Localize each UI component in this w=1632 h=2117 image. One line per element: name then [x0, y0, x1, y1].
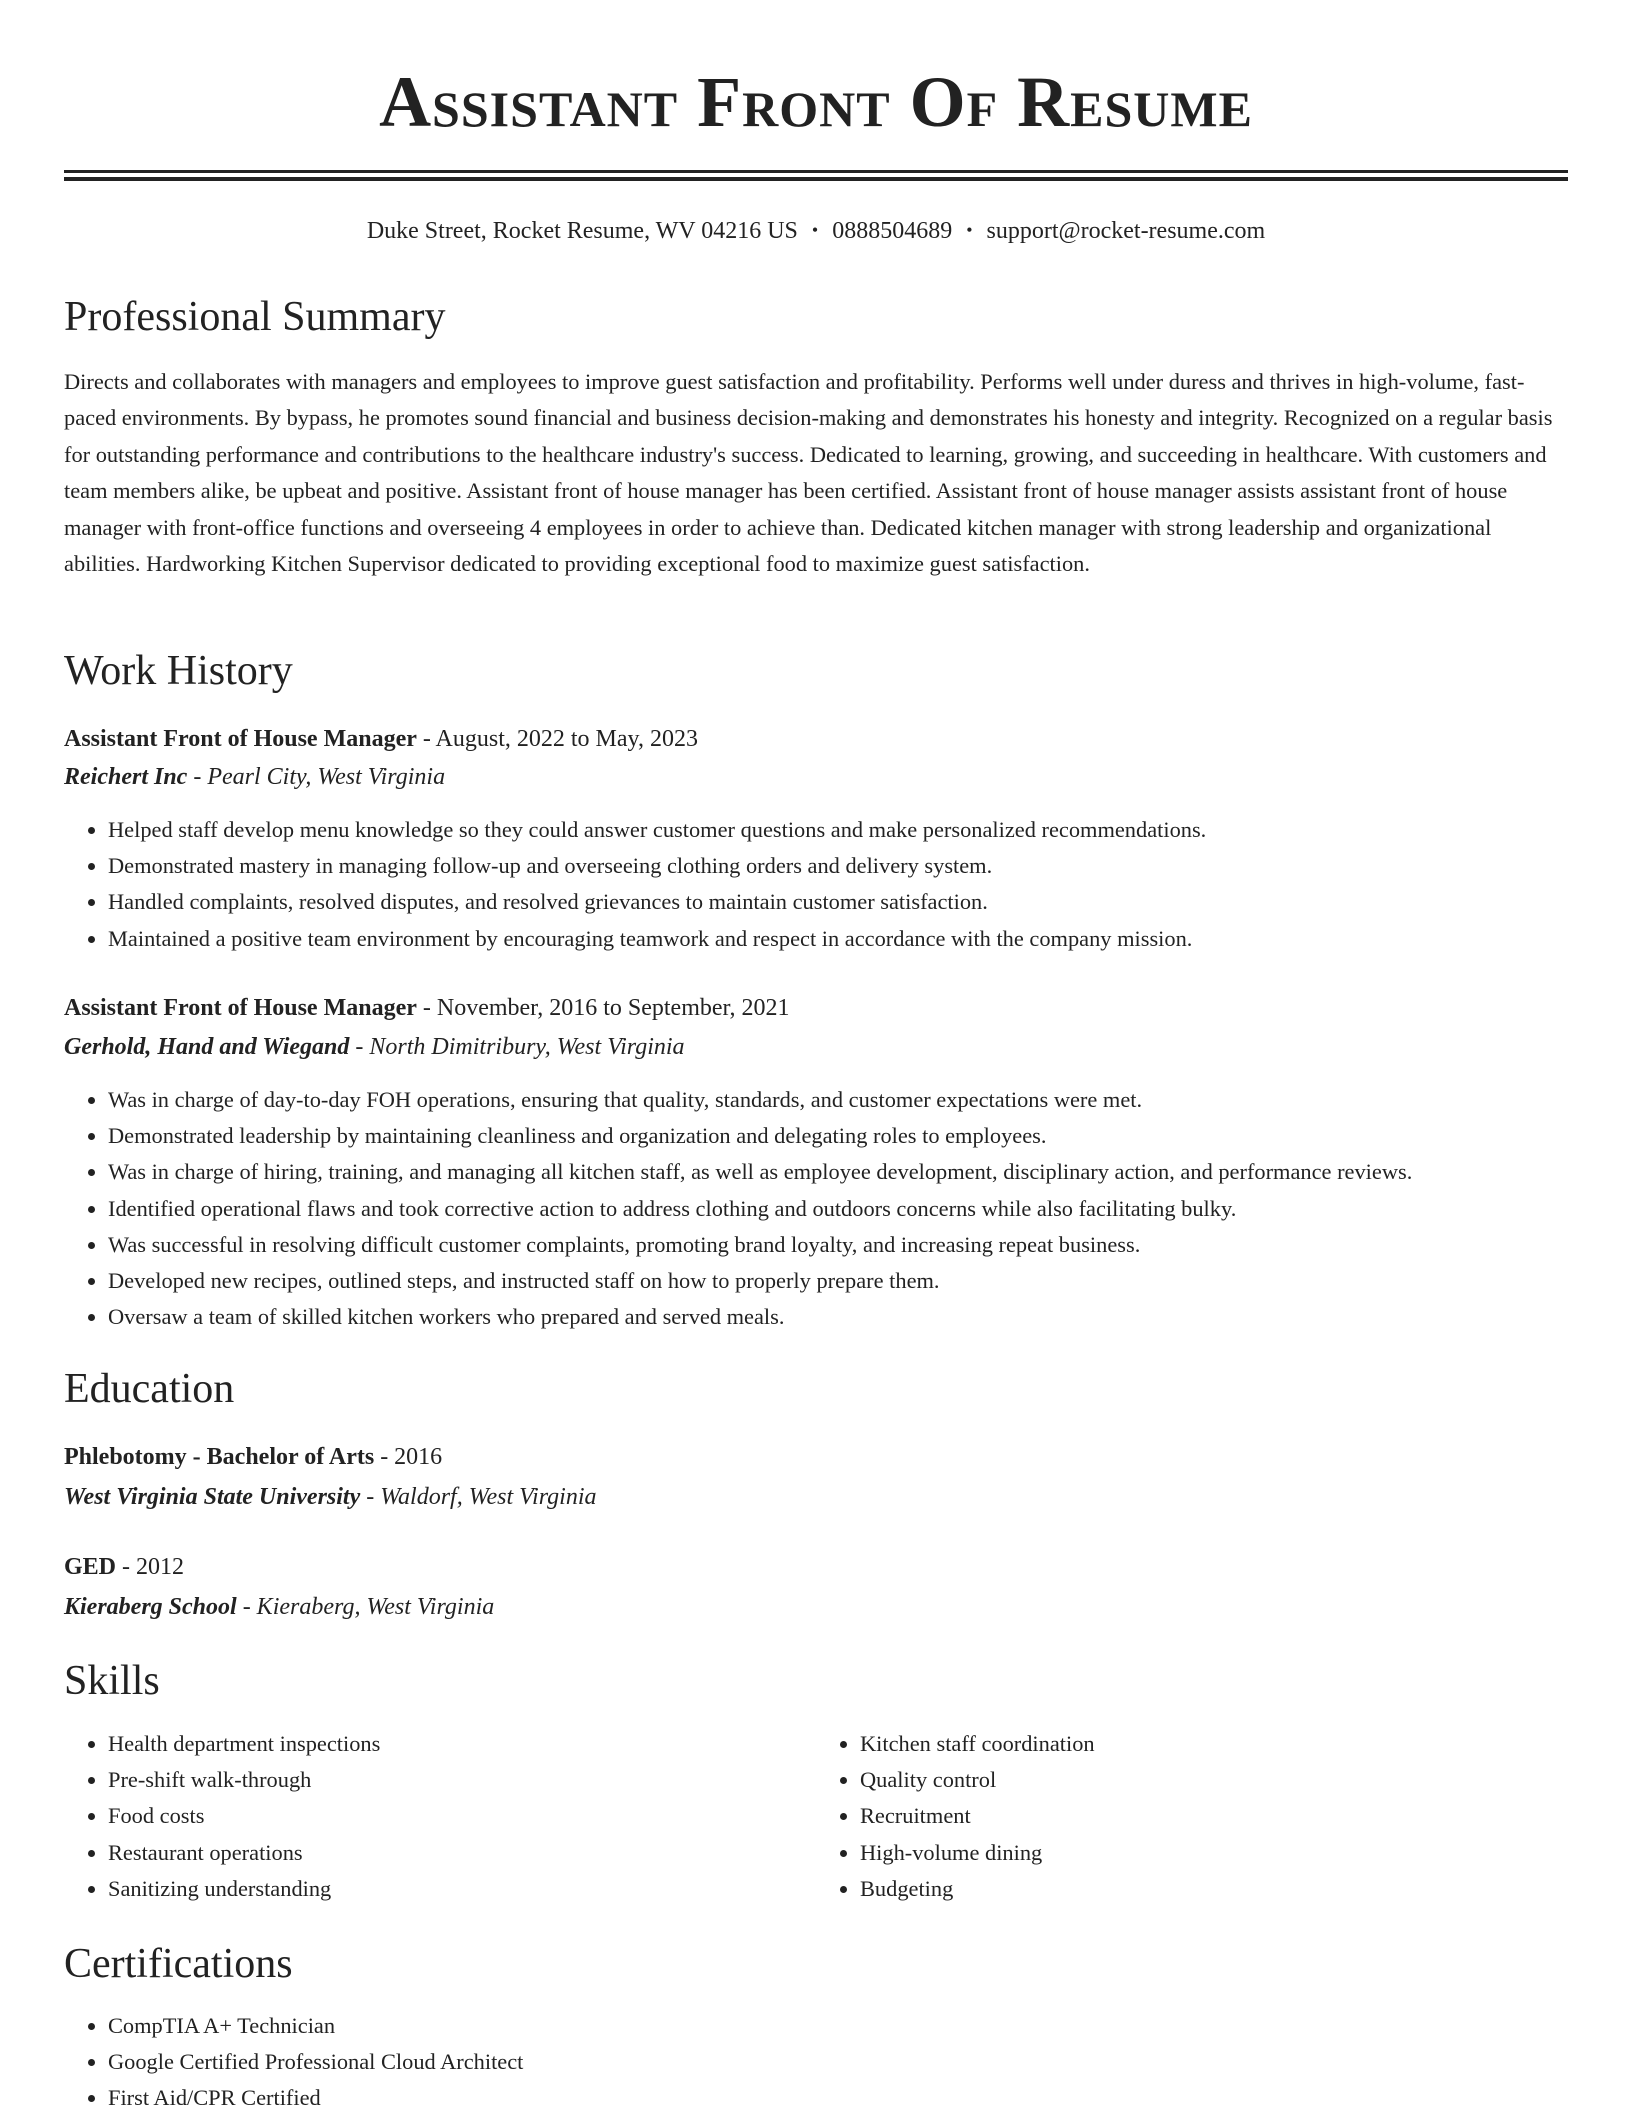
resume-name: Assistant Front Of Resume	[379, 62, 1253, 142]
job-company-line	[64, 765, 1568, 789]
contact-email: support@rocket-resume.com	[986, 218, 1266, 244]
list-item: • Was successful in resolving difficult customer complaints, promoting brand loyalty, and increasing repeat business.	[108, 1227, 1568, 1263]
skills-list	[64, 1726, 1568, 1907]
contact-phone: 0888504689	[832, 218, 953, 244]
list-item: • Was in charge of day-to-day FOH operations, ensuring that quality, standards, and customer expectations were met.	[108, 1082, 1568, 1118]
list-item: • Budgeting	[860, 1871, 1568, 1907]
list-item: • Kitchen staff coordination	[860, 1726, 1568, 1762]
contact-line	[64, 219, 1568, 243]
job-dates: - August, 2022 to May, 2023	[416, 726, 698, 752]
list-item: • First Aid/CPR Certified	[108, 2080, 1568, 2116]
section-title-education: Education	[64, 1366, 235, 1412]
certifications-list	[64, 2008, 1568, 2117]
job-company-line	[64, 1035, 1568, 1059]
header-divider	[64, 170, 1568, 181]
list-item: • Restaurant operations	[108, 1835, 816, 1871]
job-entry	[64, 996, 1568, 1020]
skills-column-right	[816, 1726, 1568, 1907]
list-item: • Oversaw a team of skilled kitchen workers who prepared and served meals.	[108, 1299, 1568, 1335]
education-school: Kieraberg School	[64, 1594, 237, 1620]
education-year: - 2012	[116, 1554, 185, 1580]
summary-body	[64, 364, 1568, 582]
job-title: Assistant Front of House Manager	[64, 726, 417, 752]
education-degree: Phlebotomy - Bachelor of Arts	[64, 1444, 375, 1470]
education-location: - Kieraberg, West Virginia	[236, 1594, 495, 1620]
education-entry	[64, 1555, 1568, 1579]
education-school-line	[64, 1485, 1568, 1509]
list-item: • Google Certified Professional Cloud Architect	[108, 2044, 1568, 2080]
list-item: • CompTIA A+ Technician	[108, 2008, 1568, 2044]
job-location: - North Dimitribury, West Virginia	[349, 1034, 685, 1060]
resume-page	[64, 0, 1568, 2111]
certifications-section	[64, 1943, 1568, 1985]
section-title-summary: Professional Summary	[64, 294, 446, 340]
list-item: • High-volume dining	[860, 1835, 1568, 1871]
education-degree: GED	[64, 1554, 117, 1580]
job-location: - Pearl City, West Virginia	[187, 764, 446, 790]
list-item: • Identified operational flaws and took corrective action to address clothing and outdoors concerns while also facilitating bulky.	[108, 1191, 1568, 1227]
job-entry	[64, 727, 1568, 751]
section-title-work: Work History	[64, 648, 293, 694]
list-item: • Food costs	[108, 1798, 816, 1834]
education-year: - 2016	[374, 1444, 443, 1470]
job-title-line	[64, 996, 1568, 1020]
list-item: • Sanitizing understanding	[108, 1871, 816, 1907]
skills-column-left	[64, 1726, 816, 1907]
section-title-skills: Skills	[64, 1658, 160, 1704]
job-title-line	[64, 727, 1568, 751]
job-title: Assistant Front of House Manager	[64, 995, 417, 1021]
education-school-line	[64, 1595, 1568, 1619]
skills-section	[64, 1660, 1568, 1702]
contact-separator: •	[966, 220, 973, 240]
education-entry	[64, 1445, 1568, 1469]
work-section	[64, 650, 1568, 692]
list-item: • Quality control	[860, 1762, 1568, 1798]
list-item: • Developed new recipes, outlined steps, and instructed staff on how to properly prepare them.	[108, 1263, 1568, 1299]
list-item: • Maintained a positive team environment by encouraging teamwork and respect in accordance with the company mission.	[108, 921, 1568, 957]
education-location: - Waldorf, West Virginia	[360, 1484, 597, 1510]
list-item: • Demonstrated mastery in managing follow-up and overseeing clothing orders and delivery system.	[108, 848, 1568, 884]
job-bullets	[64, 812, 1568, 957]
summary-text: Directs and collaborates with managers and employees to improve guest satisfaction and profitability. Performs well under duress and thrives in high-volume, fast-paced environments. By bypass, he promotes sound financial and business decision-making and demonstrates his honesty and integrity. Recognized on a regular basis for outstanding performance and contributions to the healthcare industry's success. Dedicated to learning, growing, and succeeding in healthcare. With customers and team members alike, be upbeat and positive. Assistant front of house manager has been certified. Assistant front of house manager assists assistant front of house manager with front-office functions and overseeing 4 employees in order to achieve than. Dedicated kitchen manager with strong leadership and organizational abilities. Hardworking Kitchen Supervisor dedicated to providing exceptional food to maximize guest satisfaction.	[64, 369, 1553, 577]
job-dates: - November, 2016 to September, 2021	[416, 995, 790, 1021]
job-company: Gerhold, Hand and Wiegand	[64, 1034, 350, 1060]
list-item: • Demonstrated leadership by maintaining cleanliness and organization and delegating roles to employees.	[108, 1118, 1568, 1154]
list-item: • Helped staff develop menu knowledge so they could answer customer questions and make personalized recommendations.	[108, 812, 1568, 848]
summary-section	[64, 296, 1568, 338]
list-item: • Pre-shift walk-through	[108, 1762, 816, 1798]
contact-separator: •	[811, 220, 819, 240]
education-section	[64, 1368, 1568, 1410]
list-item: • Recruitment	[860, 1798, 1568, 1834]
section-title-certifications: Certifications	[64, 1941, 293, 1987]
job-company: Reichert Inc	[64, 764, 188, 790]
list-item: • Was in charge of hiring, training, and managing all kitchen staff, as well as employee development, disciplinary action, and performance reviews.	[108, 1154, 1568, 1190]
list-item: • Handled complaints, resolved disputes, and resolved grievances to maintain customer satisfaction.	[108, 884, 1568, 920]
education-school: West Virginia State University	[64, 1484, 361, 1510]
job-bullets	[64, 1082, 1568, 1335]
list-item: • Health department inspections	[108, 1726, 816, 1762]
contact-address: Duke Street, Rocket Resume, WV 04216 US	[366, 218, 798, 244]
